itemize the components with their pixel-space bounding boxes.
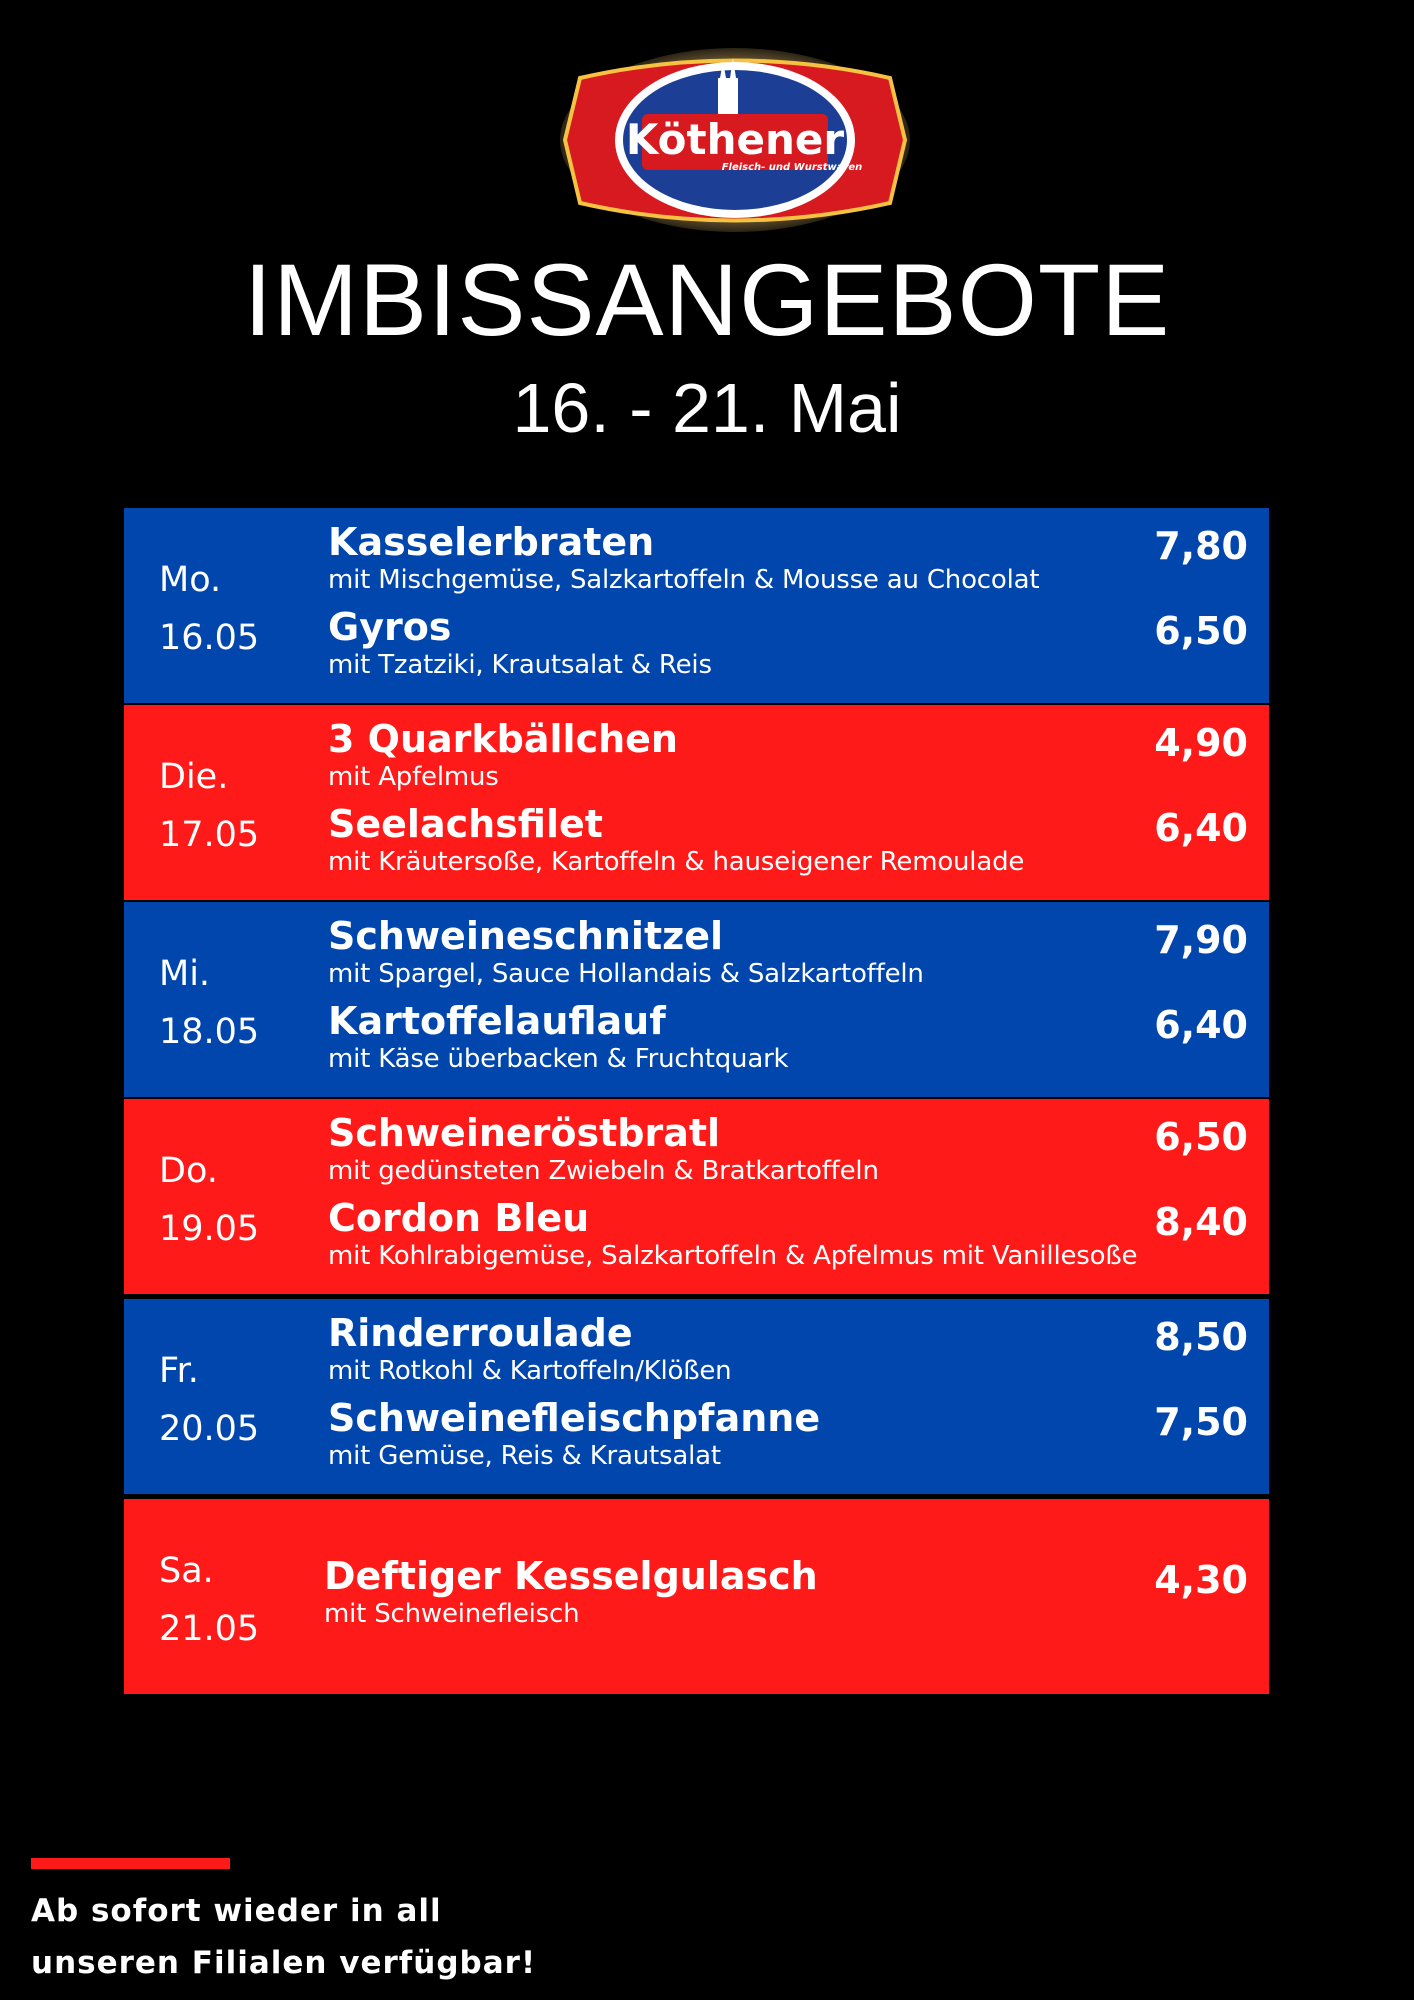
- footer-line-2: unseren Filialen verfügbar!: [31, 1945, 537, 1981]
- day-date: 20.05: [159, 1409, 260, 1449]
- item-name: Deftiger Kesselgulasch: [324, 1554, 818, 1598]
- item-description: mit Kräutersoße, Kartoffeln & hauseigener Remoulade: [328, 847, 1025, 877]
- item-name: Kasselerbraten: [328, 520, 655, 564]
- day-name: Mo.: [159, 560, 222, 600]
- day-date: 17.05: [159, 815, 260, 855]
- item-name: 3 Quarkbällchen: [328, 717, 678, 761]
- item-name: Cordon Bleu: [328, 1196, 590, 1240]
- menu-item: [328, 802, 1248, 878]
- item-price: 6,50: [1154, 1115, 1248, 1159]
- menu-item: [328, 605, 1248, 681]
- item-name: Schweinefleischpfanne: [328, 1396, 821, 1440]
- day-name: Fr.: [159, 1351, 199, 1391]
- logo-brand-text: Köthener: [625, 115, 845, 164]
- item-description: mit Rotkohl & Kartoffeln/Klößen: [328, 1356, 732, 1386]
- day-name: Do.: [159, 1151, 218, 1191]
- item-name: Schweineschnitzel: [328, 914, 724, 958]
- day-date: 19.05: [159, 1209, 260, 1249]
- item-name: Kartoffelauflauf: [328, 999, 666, 1043]
- item-price: 4,30: [1154, 1558, 1248, 1602]
- item-description: mit Tzatziki, Krautsalat & Reis: [328, 650, 712, 680]
- day-name: Mi.: [159, 954, 211, 994]
- day-date: 21.05: [159, 1609, 260, 1649]
- menu-item: [328, 1311, 1248, 1387]
- day-name: Sa.: [159, 1551, 214, 1591]
- day-block-tuesday: [124, 705, 1269, 900]
- menu-item: [328, 999, 1248, 1075]
- item-price: 8,40: [1154, 1200, 1248, 1244]
- menu-item: [328, 1111, 1248, 1187]
- item-description: mit Spargel, Sauce Hollandais & Salzkartoffeln: [328, 959, 924, 989]
- item-description: mit Käse überbacken & Fruchtquark: [328, 1044, 789, 1074]
- day-name: Die.: [159, 757, 229, 797]
- menu-item: [328, 1396, 1248, 1472]
- day-block-saturday: [124, 1499, 1269, 1694]
- footer-line-1: Ab sofort wieder in all: [31, 1893, 442, 1929]
- day-date: 16.05: [159, 618, 260, 658]
- item-name: Rinderroulade: [328, 1311, 633, 1355]
- item-description: mit Mischgemüse, Salzkartoffeln & Mousse au Chocolat: [328, 565, 1040, 595]
- item-description: mit Gemüse, Reis & Krautsalat: [328, 1441, 721, 1471]
- item-price: 6,50: [1154, 609, 1248, 653]
- day-block-monday: [124, 508, 1269, 703]
- logo-tagline-text: Fleisch- und Wurstwaren: [721, 162, 863, 173]
- koethener-logo: [560, 48, 910, 233]
- footer-note: [31, 1885, 536, 1989]
- date-range: 16. - 21. Mai: [512, 369, 902, 447]
- menu-item: [324, 1554, 1248, 1630]
- item-price: 4,90: [1154, 721, 1248, 765]
- day-block-thursday: [124, 1099, 1269, 1294]
- menu-item: [328, 914, 1248, 990]
- item-name: Gyros: [328, 605, 452, 649]
- item-price: 7,90: [1154, 918, 1248, 962]
- menu-item: [328, 520, 1248, 596]
- page-title: IMBISSANGEBOTE: [243, 243, 1171, 357]
- menu-item: [328, 1196, 1248, 1272]
- item-price: 6,40: [1154, 1003, 1248, 1047]
- item-name: Seelachsfilet: [328, 802, 603, 846]
- item-description: mit Schweinefleisch: [324, 1599, 580, 1629]
- item-price: 7,80: [1154, 524, 1248, 568]
- item-description: mit gedünsteten Zwiebeln & Bratkartoffeln: [328, 1156, 879, 1186]
- day-date: 18.05: [159, 1012, 260, 1052]
- item-name: Schweineröstbratl: [328, 1111, 721, 1155]
- footer-accent-bar: [31, 1858, 230, 1869]
- item-description: mit Apfelmus: [328, 762, 499, 792]
- item-description: mit Kohlrabigemüse, Salzkartoffeln & Apfelmus mit Vanillesoße: [328, 1241, 1138, 1271]
- item-price: 6,40: [1154, 806, 1248, 850]
- item-price: 8,50: [1154, 1315, 1248, 1359]
- day-block-friday: [124, 1299, 1269, 1494]
- item-price: 7,50: [1154, 1400, 1248, 1444]
- menu-item: [328, 717, 1248, 793]
- day-block-wednesday: [124, 902, 1269, 1097]
